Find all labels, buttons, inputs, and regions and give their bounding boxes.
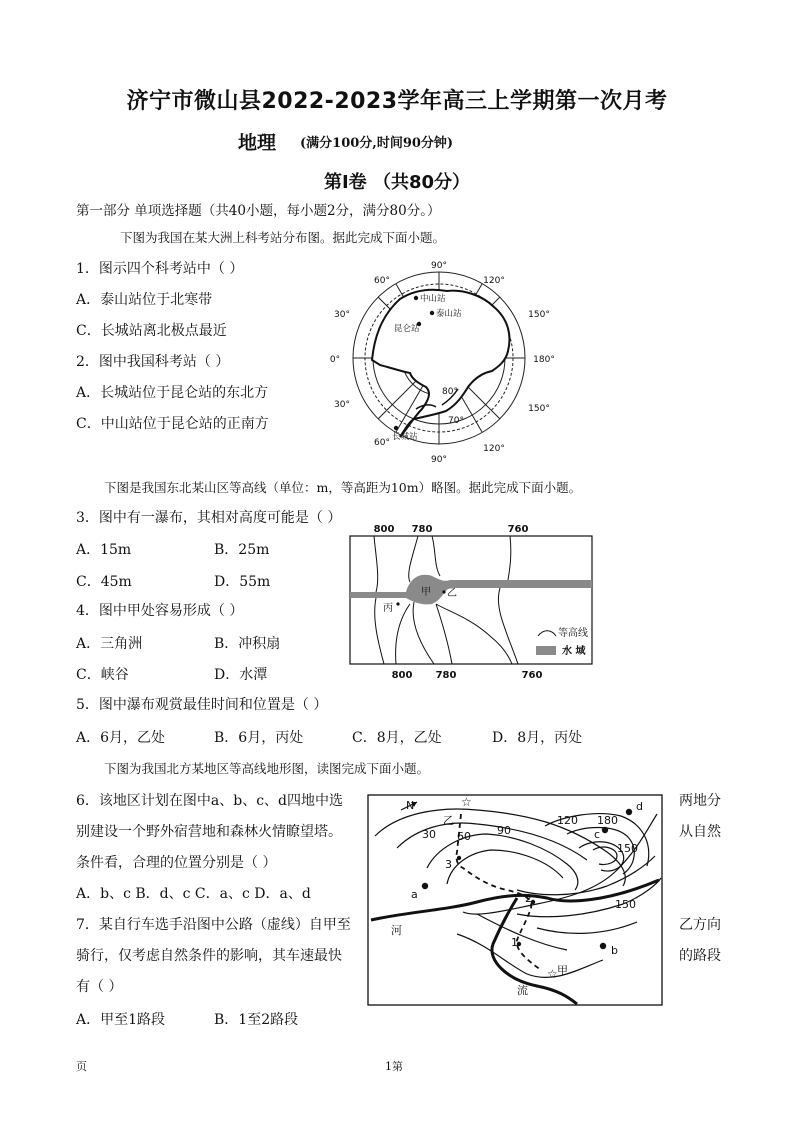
group1-intro: 下图为我国在某大洲上科考站分布图。据此完成下面小题。 [120,230,446,245]
q2-option-a: A．长城站位于昆仑站的东北方 [76,385,269,401]
legend-contour: 等高线 [558,628,588,639]
q7-line3: 有（ ） [76,979,123,995]
q3-stem: 3．图中有一瀑布，其相对高度可能是（ ） [76,510,342,526]
star-icon: ☆ [461,795,472,809]
q1-option-a: A．泰山站位于北寒带 [76,292,213,308]
page-title: 济宁市微山县2022-2023学年高三上学期第一次月考 [126,89,668,114]
contour-label: 150 [617,842,638,855]
lon-label: 60° [374,276,390,286]
lat-label: 70° [448,416,464,426]
contour-top-label: 760 [507,524,529,535]
contour-bottom-label: 780 [435,670,457,681]
lon-label: 180° [533,355,555,365]
q3-option-c: C．45m [76,574,132,590]
q4-stem: 4．图中甲处容易形成（ ） [76,603,244,619]
point-label-yi: 乙 [447,588,457,599]
legend-water: 水 域 [562,646,586,657]
contour-label: 30 [422,828,436,841]
q5-option-d: D．8月，丙处 [492,730,583,746]
lon-label: 30° [334,310,350,320]
q6-line1: 6．该地区计划在图中a、b、c、d四地中选 [76,793,344,809]
q3-option-d: D．55m [214,574,271,590]
lon-label: 150° [528,404,550,414]
q4-option-d: D．水潭 [214,667,268,683]
q4-option-b: B．冲积扇 [214,636,281,652]
point-label-a: a [411,888,418,901]
contour-top-label: 780 [411,524,433,535]
station-label: 长城站 [392,432,418,442]
q4-option-a: A．三角洲 [76,636,143,652]
lon-label: 0° [329,355,341,365]
q3-option-b: B．25m [214,542,270,558]
lon-label: 120° [483,276,505,286]
q6-line2-right: 从自然 [679,824,721,840]
q5-option-c: C．8月，乙处 [352,730,442,746]
q6-options: A．b、c B．d、c C．a、c D．a、d [76,886,311,902]
contour-label: 120 [557,814,578,827]
q7-line1-right: 乙方向 [679,917,721,933]
contour-bottom-label: 760 [521,670,543,681]
lat-label: 80° [442,387,458,397]
footer-page-number: 1第 [385,1060,403,1073]
q1-stem: 1．图示四个科考站中（ ） [76,261,244,277]
station-label: 昆仑站 [394,324,420,334]
lon-label: 90° [431,261,447,271]
point-label-bing: 丙 [383,603,393,614]
q4-option-c: C．峡谷 [76,667,129,683]
point-label-c: c [594,828,601,841]
subject-label: 地理 [238,132,277,154]
group2-intro: 下图是我国东北某山区等高线（单位：m，等高距为10m）略图。据此完成下面小题。 [104,480,582,495]
q5-option-a: A．6月，乙处 [76,730,166,746]
river-label: 河 [391,924,402,937]
footer-left: 页 [76,1060,87,1073]
lon-label: 30° [334,400,350,410]
q5-stem: 5．图中瀑布观赏最佳时间和位置是（ ） [76,697,328,713]
q7-option-b: B．1至2路段 [214,1012,299,1028]
contour-label: 90 [497,824,511,837]
point-label-b: b [611,944,618,957]
river-label: 流 [517,984,528,997]
antarctica-station-map [322,255,558,467]
route-mark: 1 [511,936,518,949]
lon-label: 60° [374,438,390,448]
point-label-jia: 甲 [421,587,431,598]
q7-line1: 7．某自行车选手沿图中公路（虚线）自甲至 [76,917,351,933]
q7-line2: 骑行，仅考虑自然条件的影响，其车速最快 [76,948,342,964]
subject-note: (满分100分,时间90分钟) [300,136,454,151]
north-arrow-label: N [406,799,415,812]
q6-line1-right: 两地分 [679,793,721,809]
station-label: 泰山站 [436,309,462,319]
station-label: 中山站 [420,294,446,304]
waterfall-contour-map [340,518,602,684]
star-icon: ☆ [547,967,558,981]
q5-option-b: B．6月，丙处 [214,730,304,746]
part1-heading: 第一部分 单项选择题（共40小题，每小题2分，满分80分。） [76,203,441,219]
q1-option-c: C．长城站离北极点最近 [76,323,227,339]
lon-label: 90° [431,455,447,465]
q7-line2-right: 的路段 [679,948,721,964]
contour-top-label: 800 [373,524,395,535]
q3-option-a: A．15m [76,542,132,558]
q6-line3: 条件看，合理的位置分别是（ ） [76,855,277,871]
lon-label: 120° [483,444,505,454]
contour-bottom-label: 800 [391,670,413,681]
q2-option-c: C．中山站位于昆仑站的正南方 [76,416,269,432]
contour-label: 180 [597,814,618,827]
q2-stem: 2．图中我国科考站（ ） [76,354,230,370]
contour-label: 150 [615,898,636,911]
contour-label: 60 [457,830,471,843]
point-label-d: d [636,800,643,813]
route-mark: 3 [445,858,452,871]
q6-line2: 别建设一个野外宿营地和森林火情瞭望塔。 [76,824,342,840]
route-mark: 2 [525,892,532,905]
group3-intro: 下图为我国北方某地区等高线地形图，读图完成下面小题。 [104,761,430,776]
point-label-yi: 乙 [443,814,454,827]
volume-heading: 第I卷 （共80分） [323,172,470,193]
topographic-map [367,794,663,1006]
q7-option-a: A．甲至1路段 [76,1012,166,1028]
lon-label: 150° [528,310,550,320]
point-label-jia: 甲 [557,964,568,977]
